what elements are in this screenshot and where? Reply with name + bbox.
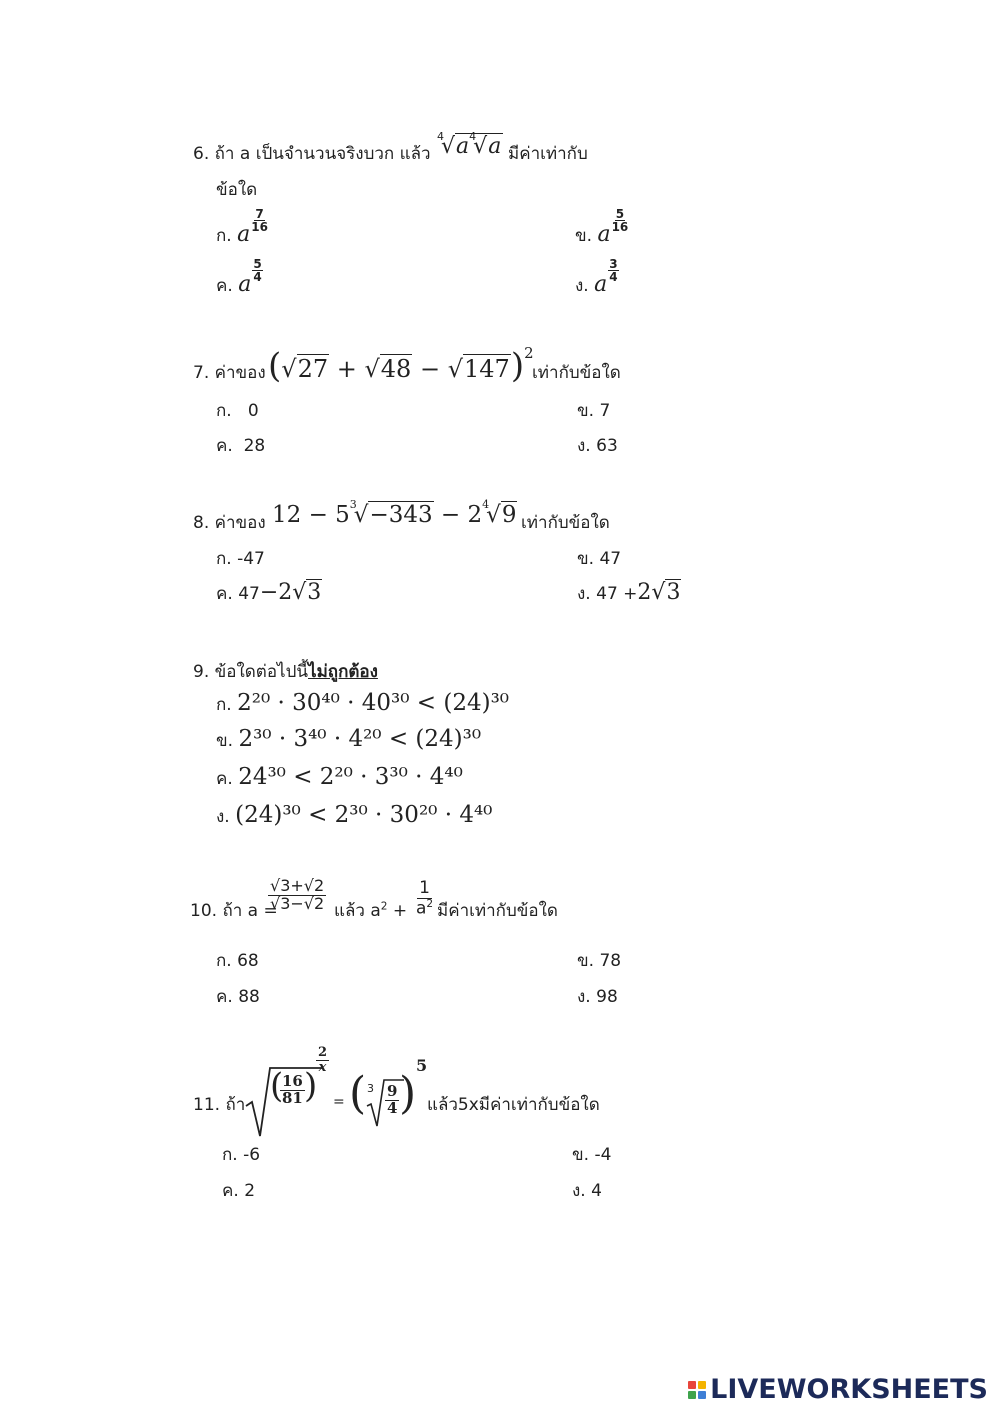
q10-option-b[interactable]: ข. 78: [577, 951, 622, 971]
q7-stem-tail: เท่ากับข้อใด: [532, 363, 621, 383]
q11-equals: =: [333, 1094, 345, 1110]
q8-expression: $12 - 5^3√-343 - 2^4√9$: [272, 498, 517, 528]
q11-option-c[interactable]: ค. 2: [222, 1181, 256, 1201]
q9-option-c[interactable]: ค. 24³⁰ < 2²⁰ · 3³⁰ · 4⁴⁰: [216, 764, 463, 790]
q11-stem: 11. ถ้า: [193, 1095, 246, 1115]
q6-stem-tail: มีค่าเท่ากับ: [508, 144, 588, 164]
q9-stem: 9. ข้อใดต่อไปนี้ไม่ถูกต้อง: [193, 662, 378, 682]
q7-option-d[interactable]: ง. 63: [577, 436, 618, 456]
q10-stem-tail: มีค่าเท่ากับข้อใด: [437, 901, 558, 921]
q10-reciprocal: $\frac{1}{a^2}$: [416, 878, 434, 919]
q10-option-d[interactable]: ง. 98: [577, 987, 618, 1007]
q11-option-d[interactable]: ง. 4: [572, 1181, 602, 1201]
q11-right-fraction: $\frac{9}{4}$: [387, 1082, 398, 1117]
q9-option-d[interactable]: ง. (24)³⁰ < 2³⁰ · 30²⁰ · 4⁴⁰: [216, 802, 493, 828]
q11-left-fraction: $\frac{16}{81}$: [282, 1072, 303, 1107]
q11-right-close-paren: ): [399, 1068, 417, 1119]
q9-option-a[interactable]: ก. 2²⁰ · 30⁴⁰ · 40³⁰ < (24)³⁰: [216, 690, 510, 716]
q6-option-a[interactable]: ก. a $\frac{7}{16}$: [216, 207, 268, 247]
q10-stem: 10. ถ้า a =: [190, 901, 278, 921]
q11-stem-tail: แล้ว5xมีค่าเท่ากับข้อใด: [427, 1095, 600, 1115]
q7-option-c[interactable]: ค. 28: [216, 436, 266, 456]
q11-right-open-paren: (: [349, 1068, 367, 1119]
q9-emphasis: ไม่ถูกต้อง: [308, 662, 378, 682]
q7-stem: 7. ค่าของ: [193, 363, 266, 383]
q6-stem-line2: ข้อใด: [216, 180, 258, 200]
logo-text: LIVEWORKSHEETS: [710, 1374, 988, 1405]
logo-mark-icon: [688, 1381, 706, 1399]
q11-right-index: 3: [367, 1082, 374, 1095]
q8-option-a[interactable]: ก. -47: [216, 549, 265, 569]
q10-option-a[interactable]: ก. 68: [216, 951, 259, 971]
q8-stem-tail: เท่ากับข้อใด: [521, 513, 610, 533]
q11-right-exponent: 5: [416, 1056, 428, 1075]
q8-option-c[interactable]: ค. 47−2√3: [216, 580, 322, 605]
q11-left-close-paren: ): [304, 1066, 318, 1106]
liveworksheets-logo[interactable]: [688, 1374, 988, 1405]
q7-option-b[interactable]: ข. 7: [577, 401, 611, 421]
q7-option-a[interactable]: ก. 0: [216, 401, 259, 421]
q10-option-c[interactable]: ค. 88: [216, 987, 260, 1007]
q6-option-d[interactable]: ง. a $\frac{3}{4}$: [575, 257, 618, 297]
q8-option-d[interactable]: ง. 47 +2√3: [577, 580, 681, 605]
q10-mid: แล้ว $a^2$ +: [334, 900, 408, 921]
q11-left-open-paren: (: [270, 1066, 284, 1106]
q11-option-a[interactable]: ก. -6: [222, 1145, 261, 1165]
q8-stem: 8. ค่าของ: [193, 513, 266, 533]
q6-expression: $^4√a^4√a$: [437, 130, 502, 159]
q8-option-b[interactable]: ข. 47: [577, 549, 622, 569]
q10-fraction: $\frac{√3+√2}{√3-√2}$: [270, 876, 325, 913]
q6-stem: 6. ถ้า a เป็นจำนวนจริงบวก แล้ว: [193, 144, 431, 164]
q11-left-exponent: $\frac{2}{x}$: [318, 1045, 328, 1075]
q6-option-b[interactable]: ข. a $\frac{5}{16}$: [575, 207, 629, 247]
q11-option-b[interactable]: ข. -4: [572, 1145, 612, 1165]
q9-option-b[interactable]: ข. 2³⁰ · 3⁴⁰ · 4²⁰ < (24)³⁰: [216, 726, 482, 752]
q6-option-c[interactable]: ค. a $\frac{5}{4}$: [216, 257, 262, 297]
q7-expression: $(√27 + √48 - √147)^2$: [268, 344, 534, 386]
